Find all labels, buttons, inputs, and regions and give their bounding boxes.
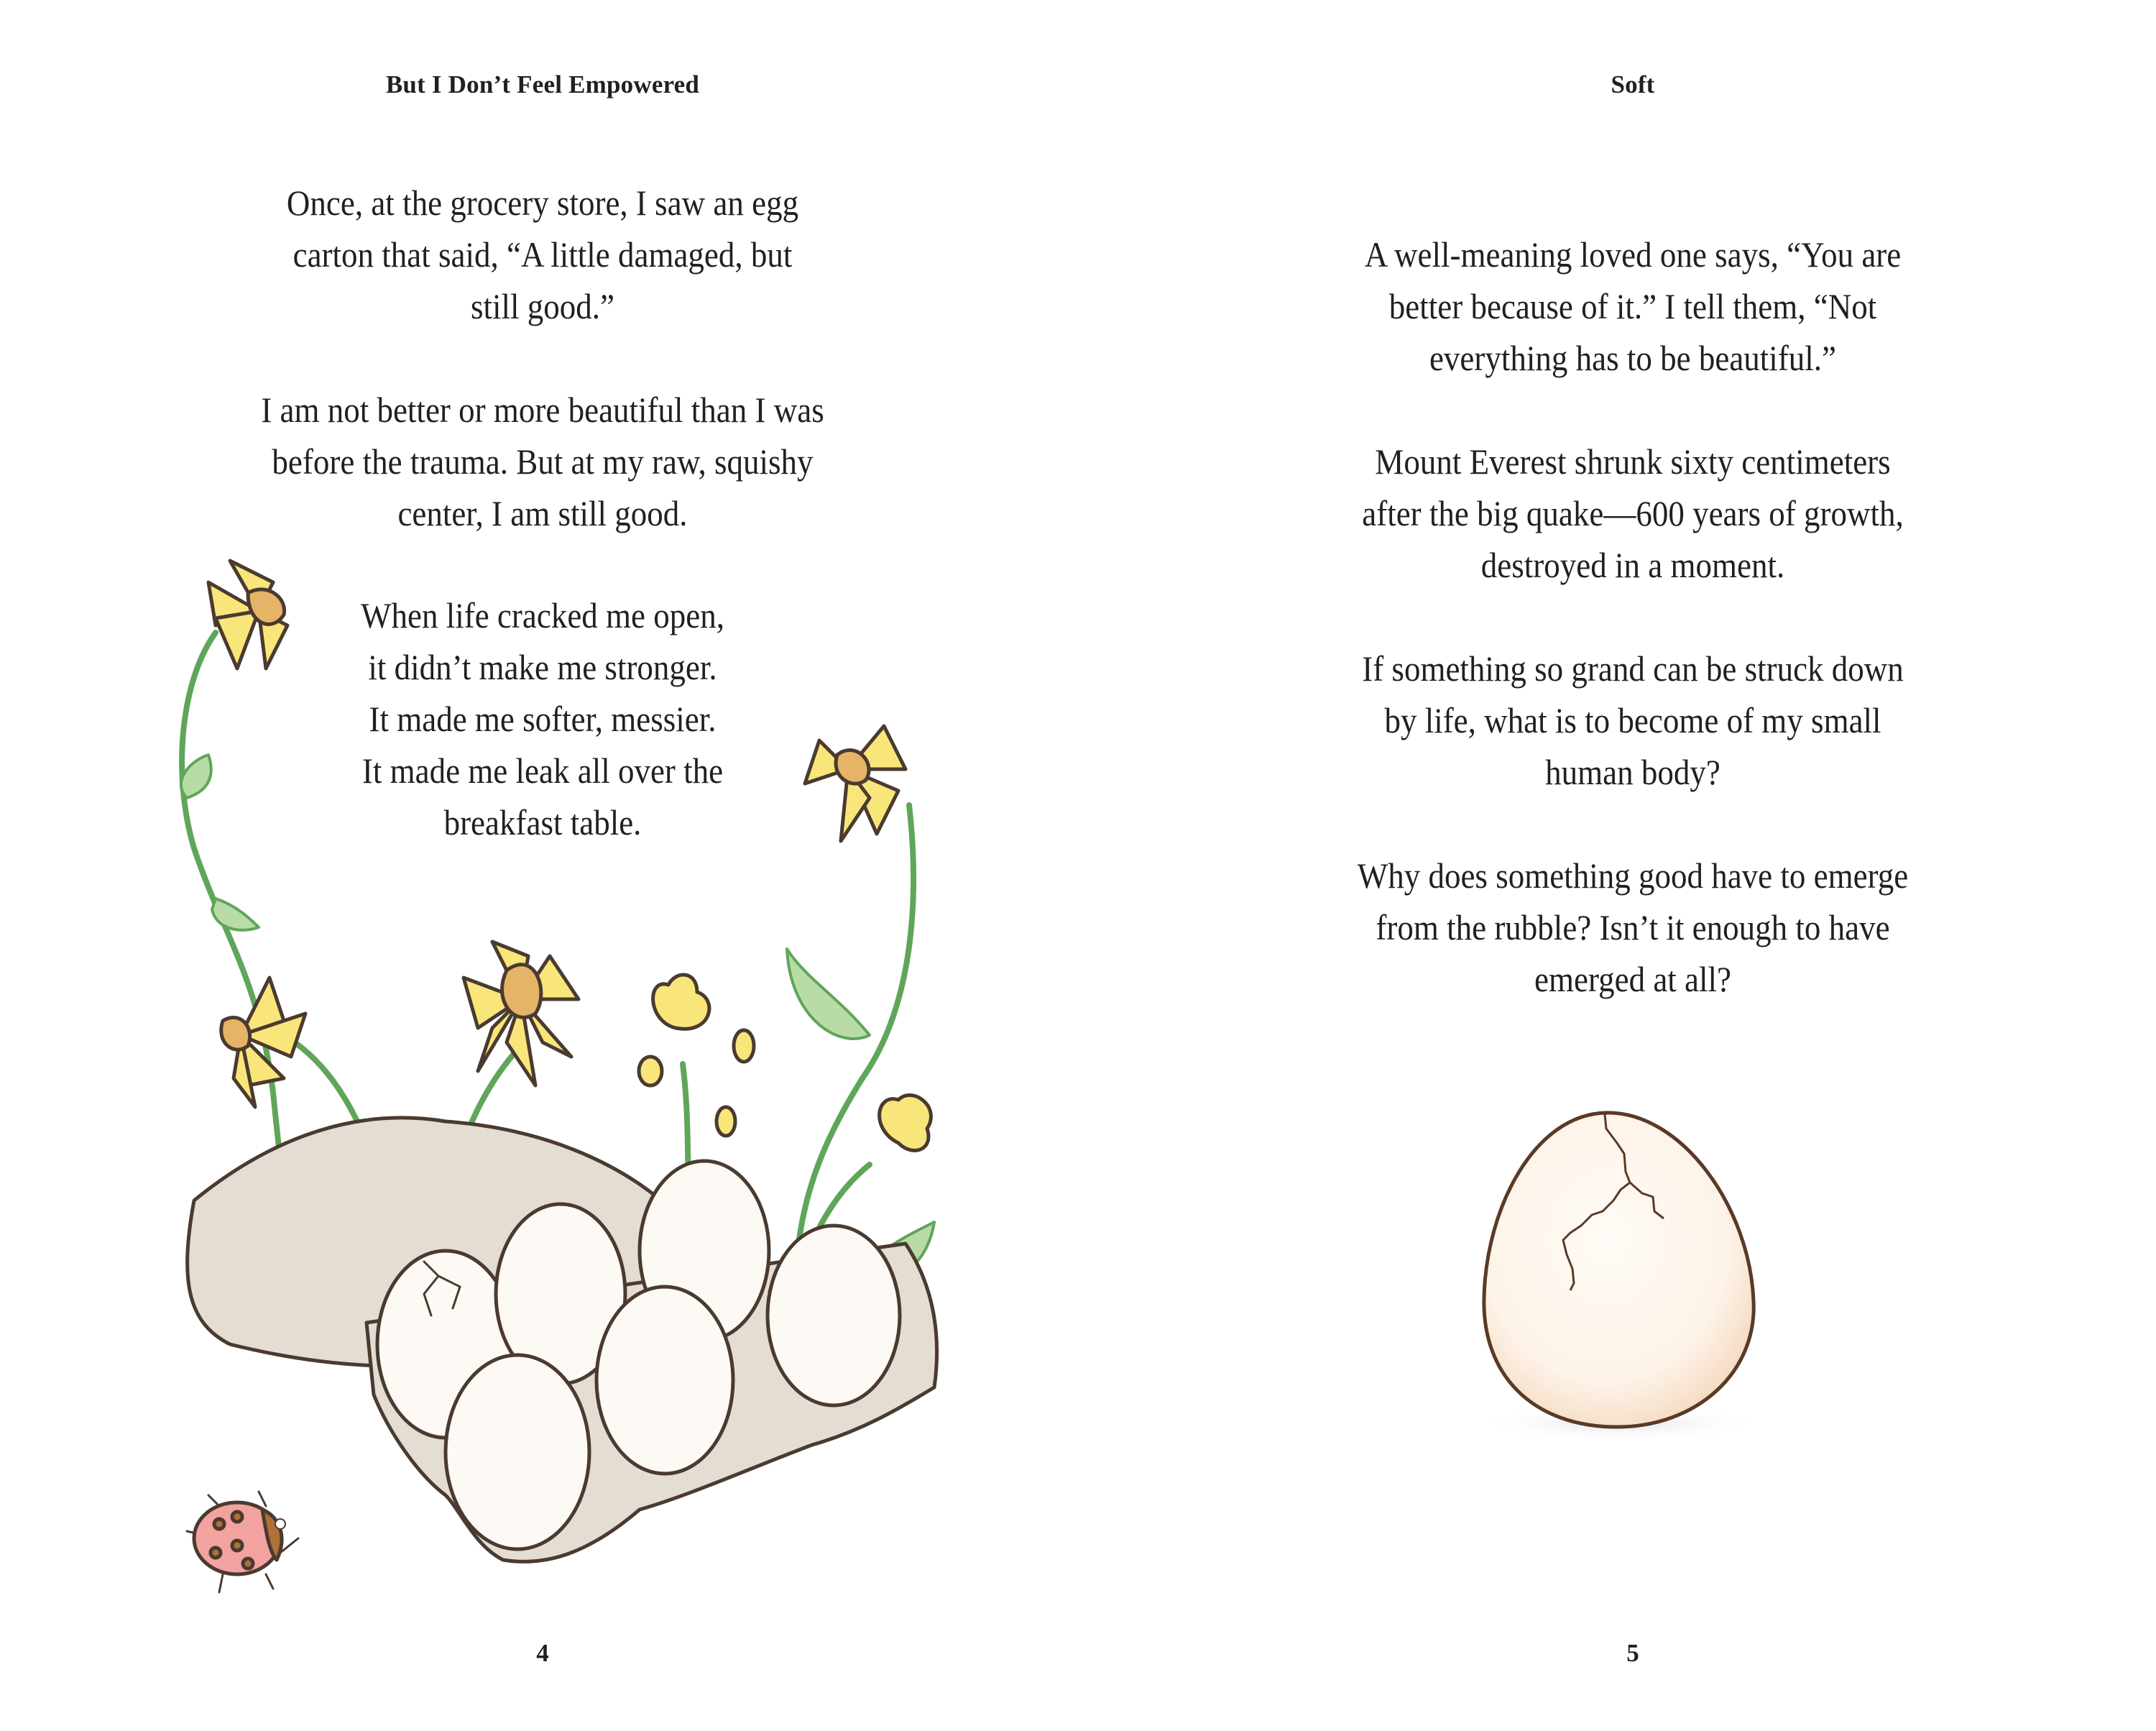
text-line: center, I am still good. [397, 493, 688, 533]
verse-line: It made me softer, messier. [369, 699, 717, 739]
text-line: by life, what is to become of my small [1384, 700, 1881, 740]
egg-shell [1484, 1113, 1754, 1427]
right-page [1078, 0, 2156, 1731]
text-line: emerged at all? [1534, 959, 1732, 999]
text-line: Mount Everest shrunk sixty centimeters [1375, 441, 1891, 482]
paragraph [1212, 643, 2053, 798]
text-line: destroyed in a moment. [1480, 545, 1785, 585]
body-text [1212, 229, 2053, 1057]
text-line: after the big quake—600 years of growth, [1362, 493, 1904, 533]
ladybug-icon [187, 1492, 298, 1592]
text-line: better because of it.” I tell them, “Not [1388, 286, 1877, 326]
verse-line: When life cracked me open, [361, 595, 724, 635]
verse-line: It made me leak all over the [361, 750, 724, 791]
text-line: I am not better or more beautiful than I was [261, 390, 824, 430]
text-line: still good.” [471, 286, 614, 326]
running-head: But I Don’t Feel Empowered [385, 70, 700, 98]
page-number: 4 [536, 1639, 549, 1667]
text-line: Once, at the grocery store, I saw an egg [286, 183, 799, 223]
running-head: Soft [1611, 70, 1655, 98]
text-line: before the trauma. But at my raw, squishy [272, 441, 814, 482]
paragraph [1212, 229, 2053, 384]
text-line: If something so grand can be struck down [1362, 648, 1904, 689]
verse-line: it didn’t make me stronger. [368, 647, 717, 687]
text-line: carton that said, “A little damaged, but [292, 234, 793, 275]
text-line: Why does something good have to emerge [1357, 855, 1909, 896]
text-line: A well-meaning loved one says, “You are [1364, 234, 1902, 275]
paragraph [1212, 436, 2053, 591]
page-number: 5 [1626, 1639, 1639, 1667]
text-line: from the rubble? Isn’t it enough to have [1376, 907, 1890, 947]
verse-line: breakfast table. [443, 802, 642, 842]
cracked-egg-illustration [1466, 1085, 1797, 1459]
text-line: everything has to be beautiful.” [1429, 338, 1837, 378]
paragraph [1212, 850, 2053, 1005]
text-line: human body? [1545, 752, 1720, 792]
